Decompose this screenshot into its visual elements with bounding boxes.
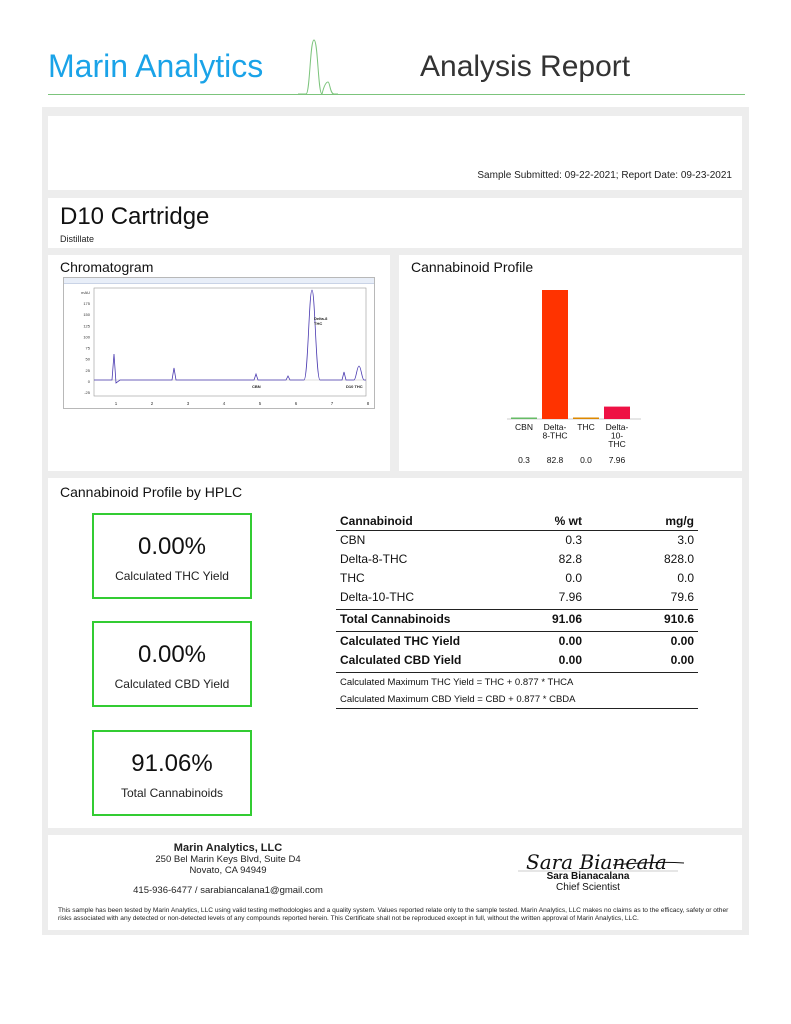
signature-text: Sara Biancala: [526, 850, 667, 874]
hplc-panel: [48, 478, 742, 828]
category-label: Delta-: [543, 422, 567, 432]
category-label: THC: [608, 439, 626, 449]
table-row: [336, 531, 698, 550]
row-name: Delta-10-THC: [340, 590, 415, 604]
thc-formula-note: Calculated Maximum THC Yield = THC + 0.877 * THCA: [340, 677, 574, 688]
cbd-yield-label: Calculated CBD Yield: [114, 677, 230, 691]
chrom-peak-label: CBN: [252, 384, 261, 389]
chrom-y-tick: 50: [85, 356, 90, 362]
table-row: [336, 569, 698, 588]
chrom-y-tick: 75: [85, 345, 90, 351]
row-name: CBN: [340, 533, 366, 547]
chromatogram-panel: [48, 255, 390, 471]
chrom-y-tick: 150: [83, 312, 90, 318]
chrom-peak-label: THC: [314, 321, 323, 326]
bar-delta-10-thc: [604, 407, 630, 419]
value-label: 0.3: [518, 455, 530, 465]
company-address-line1: 250 Bel Marin Keys Blvd, Suite D4: [155, 854, 301, 865]
cbd-yield-row-mg: 0.00: [670, 653, 694, 667]
thc-yield-box: [92, 513, 252, 599]
value-label: 0.0: [580, 455, 592, 465]
chrom-x-tick: 1: [114, 401, 118, 406]
sample-type: Distillate: [60, 234, 95, 244]
category-label: CBN: [515, 422, 533, 432]
cbd-yield-box: [92, 621, 252, 707]
category-label: THC: [577, 422, 595, 432]
total-cannabinoids-box: [92, 730, 252, 816]
cbd-yield-row-percent: 0.00: [558, 653, 582, 667]
chrom-y-tick: 100: [83, 334, 90, 340]
sample-dates: Sample Submitted: 09-22-2021; Report Date: 09-23-2021: [477, 170, 732, 181]
company-contact: 415-936-6477 / sarabiancalana1@gmail.com: [133, 885, 323, 896]
bar-thc: [573, 418, 599, 420]
total-row: [336, 610, 698, 629]
row-mg: 828.0: [663, 552, 694, 566]
thc-yield-row: [336, 632, 698, 651]
table-row: [336, 550, 698, 569]
brand-logo-text: Marin Analytics: [48, 48, 264, 84]
chromatogram-peak-logo-icon: [298, 38, 338, 96]
thc-yield-row-mg: 0.00: [670, 634, 694, 648]
chrom-x-tick: 4: [222, 401, 226, 406]
cbd-yield-row: [336, 651, 698, 670]
total-mg: 910.6: [663, 612, 694, 626]
disclaimer-text: This sample has been tested by Marin Analytics, LLC using valid testing methodologies and a quality system. Values reported relate only to the sample tested. Marin Analytics, LLC makes no claims as to the efficacy, safety or other risks associated with any detected or non-detected levels of any compounds reported herein. This Certificate shall not be reproduced except in full, without the written approval of Marin Analytics, LLC.: [58, 907, 729, 922]
signer-title: Chief Scientist: [556, 882, 620, 893]
signer-block: [508, 871, 668, 893]
report-title: Analysis Report: [420, 50, 631, 83]
thc-yield-row-percent: 0.00: [558, 634, 582, 648]
profile-title: Cannabinoid Profile: [411, 259, 534, 275]
profile-panel: [399, 255, 742, 471]
cbd-yield-row-label: Calculated CBD Yield: [340, 653, 462, 667]
row-percent: 82.8: [558, 552, 582, 566]
cbd-yield-value: 0.00%: [137, 641, 207, 668]
row-name: Delta-8-THC: [340, 552, 408, 566]
chrom-x-tick: 5: [258, 401, 262, 406]
thc-yield-label: Calculated THC Yield: [115, 569, 229, 583]
total-cannabinoids-label: Total Cannabinoids: [120, 786, 224, 800]
row-mg: 79.6: [670, 590, 694, 604]
chrom-x-tick: 8: [366, 401, 370, 406]
company-address-line2: Novato, CA 94949: [189, 865, 267, 876]
bar-delta-8-thc: [542, 290, 568, 419]
row-percent: 7.96: [558, 590, 582, 604]
row-mg: 3.0: [677, 533, 694, 547]
total-label: Total Cannabinoids: [340, 612, 451, 626]
chrom-y-tick: -25: [84, 390, 90, 395]
chrom-peak-label: Delta-8: [314, 316, 328, 321]
value-label: 82.8: [546, 455, 564, 465]
footer-panel: [48, 835, 742, 930]
dates-panel: [48, 116, 742, 190]
chrom-x-tick: 6: [294, 401, 298, 406]
row-name: THC: [340, 571, 365, 585]
company-info: [98, 843, 358, 896]
cbd-formula-note: Calculated Maximum CBD Yield = CBD + 0.877 * CBDA: [340, 694, 576, 705]
header-divider: [48, 94, 745, 95]
signer-name: Sara Bianacalana: [546, 871, 630, 882]
header-mg-g: mg/g: [665, 514, 694, 528]
chrom-peak-label: D10 THC: [346, 384, 363, 389]
chromatogram-title: Chromatogram: [60, 259, 154, 275]
chrom-y-tick: 25: [85, 367, 90, 373]
chrom-x-tick: 7: [330, 401, 334, 406]
bar-cbn: [511, 418, 537, 420]
chromatogram-image: [63, 277, 375, 409]
chromatogram-plot: [64, 284, 374, 408]
cannabinoid-bar-chart: [399, 255, 742, 471]
total-percent: 91.06: [551, 612, 582, 626]
sample-name: D10 Cartridge: [60, 203, 210, 230]
value-label: 7.96: [608, 455, 626, 465]
report-header: [0, 0, 791, 100]
hplc-title: Cannabinoid Profile by HPLC: [60, 484, 243, 500]
chrom-y-tick: 0: [87, 378, 90, 384]
row-percent: 0.0: [565, 571, 582, 585]
chrom-y-tick: 125: [83, 323, 90, 329]
total-cannabinoids-value: 91.06%: [131, 750, 213, 777]
category-label: Delta-: [605, 422, 629, 432]
table-bottom-rule: [336, 708, 698, 709]
chrom-x-tick: 2: [150, 401, 154, 406]
chrom-y-tick: mAU: [81, 290, 90, 295]
table-header-row: [336, 512, 698, 531]
row-mg: 0.0: [677, 571, 694, 585]
thc-yield-row-label: Calculated THC Yield: [340, 634, 461, 648]
category-label: 8-THC: [542, 430, 568, 441]
chrom-y-tick: 175: [83, 301, 90, 307]
row-percent: 0.3: [565, 533, 582, 547]
table-divider: [336, 672, 698, 673]
thc-yield-value: 0.00%: [137, 533, 207, 560]
header-percent-wt: % wt: [554, 514, 582, 528]
table-row: [336, 588, 698, 607]
sample-panel: [48, 198, 742, 248]
chrom-x-tick: 3: [186, 401, 190, 406]
company-name: Marin Analytics, LLC: [173, 842, 283, 854]
header-cannabinoid: Cannabinoid: [340, 514, 413, 528]
cannabinoid-table: [336, 512, 698, 709]
category-label: 10-: [610, 430, 624, 441]
